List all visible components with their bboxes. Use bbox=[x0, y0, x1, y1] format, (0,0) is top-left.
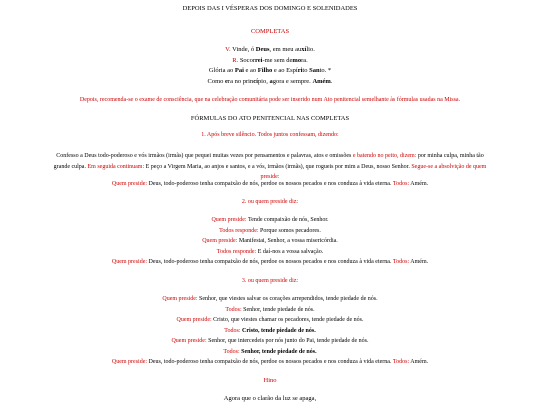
formula-3-line-3: Quem preside: Cristo, que viestes chamar os pecadores, tende piedade de nós. bbox=[176, 317, 364, 323]
formulas-title: FÓRMULAS DO ATO PENITENCIAL NAS COMPLETAS bbox=[190, 115, 350, 122]
versicle-v-line: V. Vinde, ó Deus, em meu auxílio. bbox=[225, 46, 315, 53]
como-era-line: Como era no princípio, agora e sempre. Amém. bbox=[207, 77, 333, 85]
formula-2-absolution: Quem preside: Deus, todo-poderoso tenha compaixão de nós, perdoe os nossos pecados e nos conduza à vida eterna. Todos: Amém. bbox=[111, 259, 429, 265]
formula-2-title: 2. ou quem preside diz: bbox=[241, 199, 299, 205]
formula-3-line-4: Todos: Cristo, tende piedade de nós. bbox=[224, 327, 316, 334]
formula-3-line-6: Todos: Senhor, tende piedade de nós. bbox=[223, 348, 317, 355]
rubric-exam: Depois, recomenda-se o exame de consciência, que na celebração comunitária pode ser inserido num Ato penitencial semelhante às fórmulas usadas na Missa. bbox=[79, 97, 461, 103]
formula-3-absolution: Quem preside: Deus, todo-poderoso tenha compaixão de nós, perdoe os nossos pecados e nos conduza à vida eterna. Todos: Amém. bbox=[111, 359, 429, 365]
page-header: DEPOIS DAS I VÉSPERAS DOS DOMINGO E SOLENIDADES bbox=[182, 5, 358, 12]
formula-2-line-2: Todos responde: Porque somos pecadores. bbox=[219, 227, 321, 234]
confiteor-paragraph: Confesso a Deus todo-poderoso e vós irmãos (irmãs) que pequei muitas vezes por pensamentos e palavras, atos e omissões e batendo no peito, dizem: por minha culpa, minha tão grande culpa. Em seguida continuam: E peço a Virgem Maria, ao anjos e santos, e a vós, irmãos (irmãs), que rogueis por mim a Deus, nosso Senhor. Segue-se a absolvição de quem preside: bbox=[53, 153, 487, 180]
completas-title: COMPLETAS bbox=[250, 28, 290, 35]
r-mark: R. bbox=[232, 56, 239, 64]
formula-3-line-5: Quem preside: Senhor, que intercedeis por nós junto do Pai, tende piedade de nós. bbox=[171, 338, 369, 344]
versicle-r-line: R. Socorrei-me sem demora. bbox=[232, 56, 308, 64]
formula-3-title: 3. ou quem preside diz: bbox=[241, 278, 299, 284]
gloria-line: Glória ao Pai e ao Filho e ao Espírito Santo. * bbox=[208, 67, 332, 74]
formula-3-line-2: Todos: Senhor, tende piedade de nós. bbox=[225, 306, 315, 313]
formula-1-absolution: Quem preside: Deus, todo-poderoso tenha compaixão de nós, perdoe os nossos pecados e nos conduza à vida eterna. Todos: Amém. bbox=[111, 181, 429, 187]
hino-title: Hino bbox=[263, 377, 277, 384]
formula-2-line-4: Todos responde: E daí-nos a vossa salvação. bbox=[216, 248, 324, 255]
formula-1-title: 1. Após breve silêncio. Todos juntos confessam, dizendo: bbox=[201, 132, 339, 138]
formula-2-line-3: Quem preside: Manifestai, Senhor, a vossa misericórdia. bbox=[202, 238, 338, 244]
formula-2-line-1: Quem preside: Tende compaixão de nós, Senhor. bbox=[211, 217, 329, 223]
v-mark: V. bbox=[225, 46, 231, 53]
formula-3-line-1: Quem preside: Senhor, que viestes salvar os corações arrependidos, tende piedade de nós. bbox=[162, 296, 378, 302]
hino-first-line: Agora que o clarão da luz se apaga, bbox=[223, 395, 317, 402]
